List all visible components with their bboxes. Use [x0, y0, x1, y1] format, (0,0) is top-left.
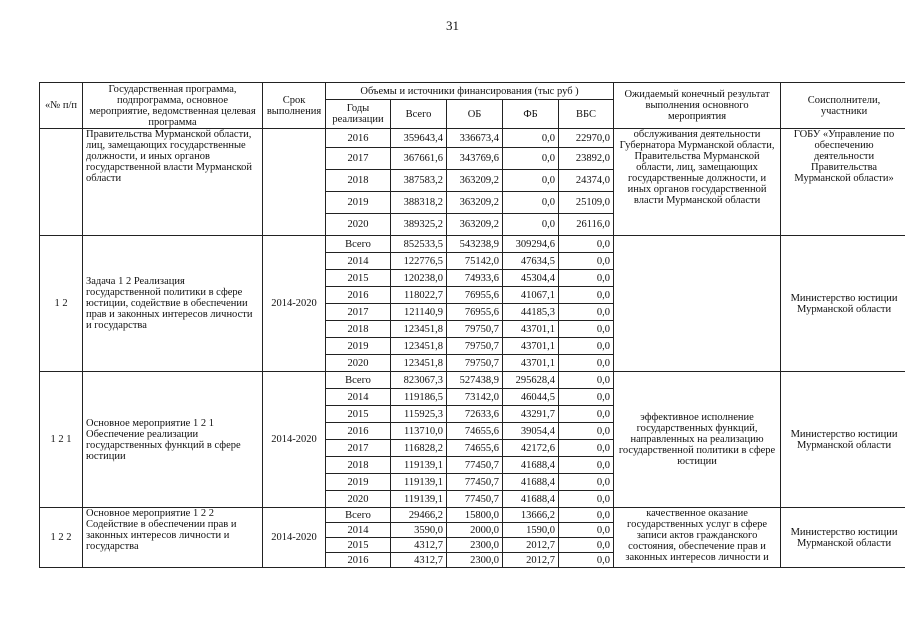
cell-fb: 47634,5 [503, 253, 559, 270]
executors: Министерство юстиции Мурманской области [781, 508, 905, 568]
cell-total: 387583,2 [391, 170, 447, 192]
cell-vbs: 0,0 [559, 338, 614, 355]
term [263, 129, 326, 236]
expected-result [614, 236, 781, 372]
cell-year: 2020 [326, 355, 391, 372]
cell-ob: 543238,9 [447, 236, 503, 253]
table-row [40, 508, 905, 523]
cell-year: 2019 [326, 338, 391, 355]
header-fb: ФБ [503, 100, 559, 129]
cell-year: 2017 [326, 304, 391, 321]
cell-ob: 2000,0 [447, 523, 503, 538]
cell-total: 119139,1 [391, 491, 447, 508]
cell-ob: 77450,7 [447, 457, 503, 474]
cell-total: 123451,8 [391, 338, 447, 355]
cell-total: 121140,9 [391, 304, 447, 321]
cell-fb: 2012,7 [503, 553, 559, 568]
cell-fb: 41688,4 [503, 474, 559, 491]
header-financing: Объемы и источники финансирования (тыс руб ) [326, 83, 614, 100]
cell-year: Всего [326, 508, 391, 523]
cell-fb: 45304,4 [503, 270, 559, 287]
cell-total: 3590,0 [391, 523, 447, 538]
cell-vbs: 24374,0 [559, 170, 614, 192]
header-executors: Соисполнители, участники [781, 83, 905, 129]
cell-year: 2020 [326, 491, 391, 508]
cell-vbs: 0,0 [559, 355, 614, 372]
cell-year: 2016 [326, 423, 391, 440]
cell-total: 118022,7 [391, 287, 447, 304]
cell-ob: 2300,0 [447, 553, 503, 568]
cell-vbs: 0,0 [559, 372, 614, 389]
cell-year: Всего [326, 236, 391, 253]
cell-year: 2014 [326, 523, 391, 538]
row-number [40, 129, 83, 236]
cell-total: 119186,5 [391, 389, 447, 406]
cell-vbs: 0,0 [559, 508, 614, 523]
cell-ob: 79750,7 [447, 355, 503, 372]
header-vbs: ВБС [559, 100, 614, 129]
cell-ob: 527438,9 [447, 372, 503, 389]
cell-ob: 363209,2 [447, 170, 503, 192]
header-num: «№ п/п [40, 83, 83, 129]
expected-result: эффективное исполнение государственных функций, направленных на реализацию государственной политики в сфере юстиции [614, 372, 781, 508]
financing-table [39, 82, 905, 568]
cell-fb: 309294,6 [503, 236, 559, 253]
row-number: 1 2 [40, 236, 83, 372]
program-name: Основное мероприятие 1 2 2 Содействие в обеспечении прав и законных интересов личности и государства [83, 508, 263, 568]
header-program: Государственная программа, подпрограмма, основное мероприятие, ведомственная целевая программа [83, 83, 263, 129]
cell-year: 2014 [326, 389, 391, 406]
cell-year: 2019 [326, 192, 391, 214]
row-number: 1 2 1 [40, 372, 83, 508]
cell-ob: 74655,6 [447, 423, 503, 440]
cell-vbs: 0,0 [559, 236, 614, 253]
cell-ob: 336673,4 [447, 129, 503, 148]
cell-ob: 77450,7 [447, 474, 503, 491]
cell-year: 2015 [326, 406, 391, 423]
cell-ob: 15800,0 [447, 508, 503, 523]
expected-result: обслуживания деятельности Губернатора Мурманской области, Правительства Мурманской области, лиц, замещающих государственные должности, и иных органов государственной власти Мурманской области [614, 129, 781, 236]
cell-year: 2017 [326, 440, 391, 457]
cell-ob: 73142,0 [447, 389, 503, 406]
cell-total: 115925,3 [391, 406, 447, 423]
cell-year: 2018 [326, 170, 391, 192]
term: 2014-2020 [263, 236, 326, 372]
cell-fb: 13666,2 [503, 508, 559, 523]
cell-ob: 76955,6 [447, 304, 503, 321]
cell-vbs: 0,0 [559, 406, 614, 423]
cell-vbs: 0,0 [559, 389, 614, 406]
cell-fb: 0,0 [503, 170, 559, 192]
cell-ob: 343769,6 [447, 148, 503, 170]
cell-vbs: 0,0 [559, 538, 614, 553]
cell-fb: 1590,0 [503, 523, 559, 538]
cell-total: 123451,8 [391, 355, 447, 372]
program-name: Основное мероприятие 1 2 1 Обеспечение реализации государственных функций в сфере юстиции [83, 372, 263, 508]
cell-ob: 74933,6 [447, 270, 503, 287]
cell-ob: 76955,6 [447, 287, 503, 304]
cell-vbs: 0,0 [559, 457, 614, 474]
executors: ГОБУ «Управление по обеспечению деятельности Правительства Мурманской области» [781, 129, 905, 236]
cell-vbs: 0,0 [559, 321, 614, 338]
cell-vbs: 0,0 [559, 287, 614, 304]
cell-year: 2014 [326, 253, 391, 270]
cell-vbs: 22970,0 [559, 129, 614, 148]
cell-vbs: 0,0 [559, 474, 614, 491]
term: 2014-2020 [263, 508, 326, 568]
table-row [40, 236, 905, 253]
header-ob: ОБ [447, 100, 503, 129]
cell-total: 823067,3 [391, 372, 447, 389]
cell-fb: 41688,4 [503, 491, 559, 508]
cell-ob: 77450,7 [447, 491, 503, 508]
cell-fb: 43701,1 [503, 338, 559, 355]
cell-ob: 79750,7 [447, 338, 503, 355]
cell-year: 2016 [326, 129, 391, 148]
page-number: 31 [446, 18, 459, 33]
cell-ob: 79750,7 [447, 321, 503, 338]
cell-total: 119139,1 [391, 474, 447, 491]
cell-year: 2015 [326, 270, 391, 287]
row-number: 1 2 2 [40, 508, 83, 568]
cell-vbs: 0,0 [559, 523, 614, 538]
cell-fb: 39054,4 [503, 423, 559, 440]
cell-vbs: 0,0 [559, 423, 614, 440]
cell-year: 2016 [326, 553, 391, 568]
cell-fb: 42172,6 [503, 440, 559, 457]
cell-year: 2020 [326, 214, 391, 236]
cell-vbs: 0,0 [559, 553, 614, 568]
expected-result: качественное оказание государственных услуг в сфере записи актов гражданского состояния, обеспечение прав и законных интересов личности и [614, 508, 781, 568]
cell-year: 2016 [326, 287, 391, 304]
cell-total: 113710,0 [391, 423, 447, 440]
cell-year: 2015 [326, 538, 391, 553]
cell-vbs: 0,0 [559, 270, 614, 287]
cell-fb: 295628,4 [503, 372, 559, 389]
cell-year: Всего [326, 372, 391, 389]
cell-total: 388318,2 [391, 192, 447, 214]
cell-vbs: 23892,0 [559, 148, 614, 170]
cell-fb: 0,0 [503, 148, 559, 170]
cell-total: 122776,5 [391, 253, 447, 270]
cell-total: 852533,5 [391, 236, 447, 253]
program-name: Задача 1 2 Реализация государственной политики в сфере юстиции, содействие в обеспечении прав и законных интересов личности и государства [83, 236, 263, 372]
header-total: Всего [391, 100, 447, 129]
cell-total: 389325,2 [391, 214, 447, 236]
executors: Министерство юстиции Мурманской области [781, 236, 905, 372]
cell-ob: 2300,0 [447, 538, 503, 553]
header-result: Ожидаемый конечный результат выполнения основного мероприятия [614, 83, 781, 129]
cell-total: 4312,7 [391, 538, 447, 553]
cell-year: 2018 [326, 321, 391, 338]
cell-vbs: 25109,0 [559, 192, 614, 214]
cell-total: 367661,6 [391, 148, 447, 170]
table-row [40, 129, 905, 148]
cell-total: 120238,0 [391, 270, 447, 287]
cell-fb: 0,0 [503, 192, 559, 214]
table-body [40, 129, 905, 568]
cell-fb: 46044,5 [503, 389, 559, 406]
header-term: Срок выполнения [263, 83, 326, 129]
cell-fb: 43291,7 [503, 406, 559, 423]
cell-total: 359643,4 [391, 129, 447, 148]
cell-year: 2017 [326, 148, 391, 170]
cell-ob: 72633,6 [447, 406, 503, 423]
program-name: Правительства Мурманской области, лиц, замещающих государственные должности, и иных органов государственной власти Мурманской области [83, 129, 263, 236]
executors: Министерство юстиции Мурманской области [781, 372, 905, 508]
cell-vbs: 0,0 [559, 491, 614, 508]
cell-total: 123451,8 [391, 321, 447, 338]
cell-fb: 0,0 [503, 214, 559, 236]
cell-fb: 0,0 [503, 129, 559, 148]
cell-vbs: 0,0 [559, 440, 614, 457]
cell-fb: 43701,1 [503, 355, 559, 372]
cell-year: 2018 [326, 457, 391, 474]
cell-year: 2019 [326, 474, 391, 491]
cell-vbs: 0,0 [559, 253, 614, 270]
table-row [40, 372, 905, 389]
cell-vbs: 0,0 [559, 304, 614, 321]
cell-fb: 2012,7 [503, 538, 559, 553]
header-years: Годы реализации [326, 100, 391, 129]
term: 2014-2020 [263, 372, 326, 508]
cell-ob: 75142,0 [447, 253, 503, 270]
cell-ob: 74655,6 [447, 440, 503, 457]
cell-ob: 363209,2 [447, 214, 503, 236]
cell-fb: 43701,1 [503, 321, 559, 338]
cell-ob: 363209,2 [447, 192, 503, 214]
cell-fb: 41688,4 [503, 457, 559, 474]
cell-total: 4312,7 [391, 553, 447, 568]
cell-vbs: 26116,0 [559, 214, 614, 236]
cell-total: 119139,1 [391, 457, 447, 474]
cell-fb: 44185,3 [503, 304, 559, 321]
cell-total: 116828,2 [391, 440, 447, 457]
cell-fb: 41067,1 [503, 287, 559, 304]
cell-total: 29466,2 [391, 508, 447, 523]
